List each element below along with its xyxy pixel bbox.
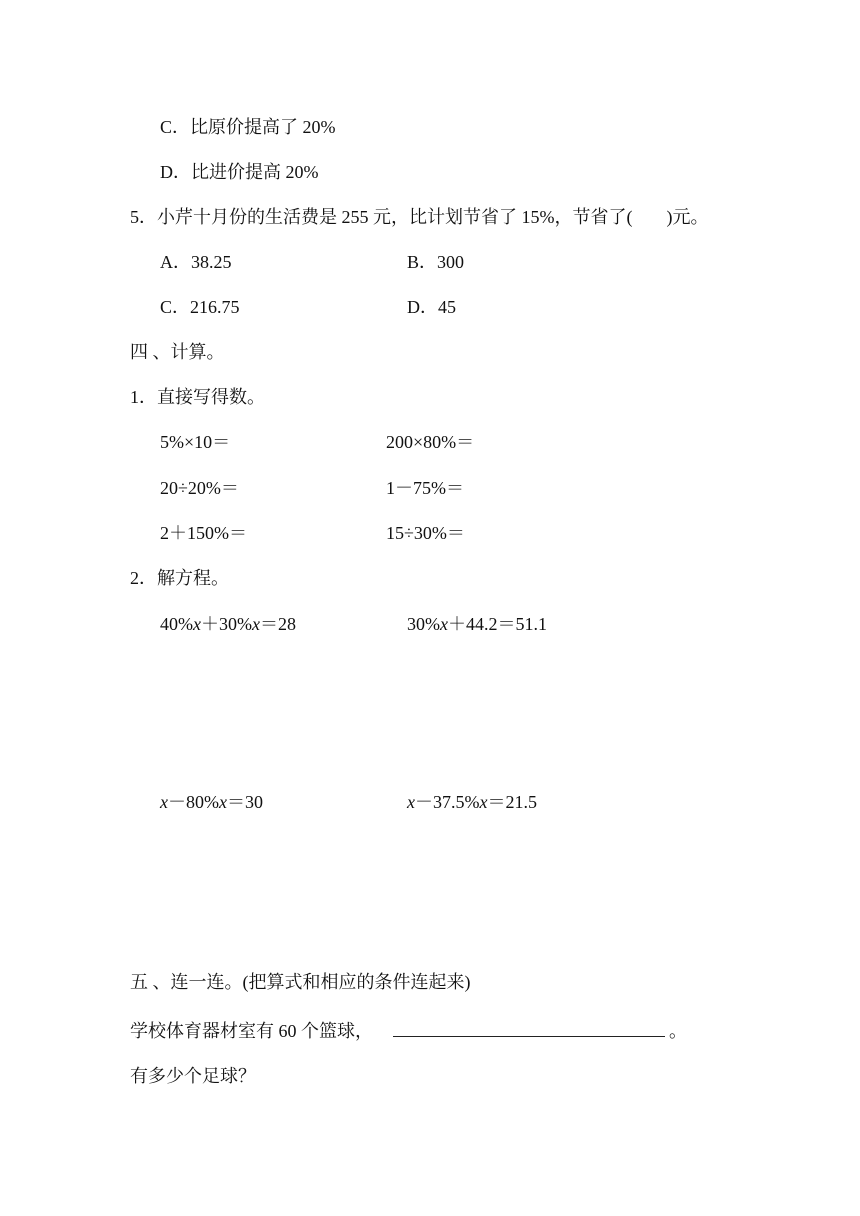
section5-line1-end: 。 — [669, 1021, 687, 1041]
eq-text: 30% — [407, 614, 440, 634]
section5-line1-text: 学校体育器材室有 60 个篮球， — [130, 1021, 373, 1041]
eq-variable: x — [407, 792, 415, 812]
q5-option-c: C．216.75 — [160, 297, 240, 317]
q5-option-b: B．300 — [407, 252, 465, 272]
eq-variable: x — [479, 792, 488, 812]
eq-variable: x — [193, 614, 201, 634]
section5-line2: 有多少个足球？ — [130, 1066, 256, 1086]
q5-option-d: D．45 — [407, 297, 456, 317]
eq-variable: x — [160, 792, 168, 812]
eq-text: ＝30 — [227, 792, 263, 812]
q5-stem-before: 5．小芹十月份的生活费是 255 元，比计划节省了 15%，节省了( — [130, 207, 633, 227]
equation-4 — [407, 790, 537, 814]
calc-item: 15÷30%＝ — [386, 523, 465, 543]
section4-part2-title: 2．解方程。 — [130, 568, 229, 588]
eq-variable: x — [440, 614, 448, 634]
q5-stem-after: )元。 — [666, 207, 709, 227]
eq-text: －80% — [168, 792, 219, 812]
calc-item: 2＋150%＝ — [160, 523, 247, 543]
q4-option-c: C．比原价提高了 20% — [160, 117, 336, 137]
section5-line1 — [130, 1018, 687, 1043]
eq-text: ＋44.2＝51.1 — [448, 614, 547, 634]
q5-stem — [130, 205, 709, 229]
calc-item: 1－75%＝ — [386, 478, 464, 498]
equation-1 — [160, 612, 296, 636]
eq-text: －37.5% — [415, 792, 480, 812]
q4-option-d: D．比进价提高 20% — [160, 162, 319, 182]
section5-heading: 五 、连一连。(把算式和相应的条件连起来) — [130, 972, 471, 992]
eq-text: ＝21.5 — [487, 792, 537, 812]
section4-heading: 四 、计算。 — [130, 342, 225, 362]
equation-2 — [407, 612, 547, 636]
equation-3 — [160, 790, 263, 814]
eq-text: 40% — [160, 614, 193, 634]
eq-variable: x — [219, 792, 227, 812]
section4-part1-title: 1．直接写得数。 — [130, 387, 265, 407]
q5-option-a: A．38.25 — [160, 252, 232, 272]
calc-item: 200×80%＝ — [386, 432, 475, 452]
eq-text: ＋30% — [201, 614, 252, 634]
eq-text: ＝28 — [260, 614, 296, 634]
calc-item: 5%×10＝ — [160, 432, 231, 452]
answer-underline[interactable] — [393, 1018, 665, 1037]
calc-item: 20÷20%＝ — [160, 478, 239, 498]
eq-variable: x — [252, 614, 260, 634]
